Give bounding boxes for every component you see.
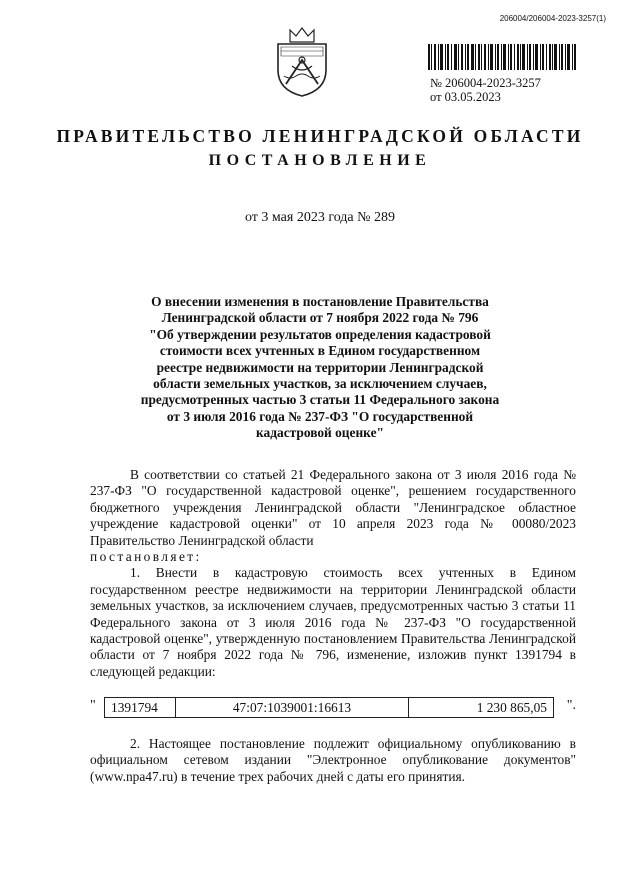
preamble-paragraph: В соответствии со статьей 21 Федерального закона от 3 июля 2016 года № 237-ФЗ "О государственной кадастровой оценке", решением государственного бюджетного учреждения Ленинградской области "Ленинградское областное учреждение кадастровой оценки" от 10 апреля 2023 года № 00080/2023 Правительство Ленинградской области: [90, 467, 576, 548]
coat-of-arms-icon: [272, 26, 332, 98]
item-2-paragraph: 2. Настоящее постановление подлежит официальному опубликованию в официальном сетевом издании "Электронное опубликование документов" (www.npa47.ru) в течение трех рабочих дней с даты его принятия.: [90, 736, 576, 784]
cadastral-number-cell: 47:07:1039001:16613: [176, 698, 409, 718]
title-line: "Об утверждении результатов определения кадастровой: [149, 326, 491, 342]
registration-block: [430, 76, 541, 104]
item-1-paragraph: 1. Внести в кадастровую стоимость всех учтенных в Едином государственном реестре недвижимости на территории Ленинградской области земельных участков, за исключением случаев, предусмотренных частью 3 статьи 11 Федерального закона от 3 июля 2016 года № 237-ФЗ "О государственной кадастровой оценке", утвержденную постановлением Правительства Ленинградской области от 7 ноября 2022 года № 796, изменение, изложив пункт 1391794 в следующей редакции:: [90, 565, 576, 679]
title-line: предусмотренных частью 3 статьи 11 Федерального закона: [140, 392, 500, 408]
title-line: О внесении изменения в постановление Правительства: [151, 294, 489, 309]
document-id: 206004/206004-2023-3257(1): [499, 14, 606, 23]
open-quote: ": [90, 698, 96, 713]
title-line: области земельных участков, за исключением случаев,: [153, 376, 487, 392]
amendment-table: [104, 697, 554, 718]
decree-body: [90, 467, 576, 680]
registration-number: № 206004-2023-3257: [430, 76, 541, 90]
registration-date: от 03.05.2023: [430, 90, 501, 104]
item-number-cell: 1391794: [105, 698, 176, 718]
publication-clause: [90, 736, 576, 785]
amendment-row: [90, 697, 576, 718]
title-line: реестре недвижимости на территории Ленинградской: [156, 359, 484, 375]
government-heading: ПРАВИТЕЛЬСТВО ЛЕНИНГРАДСКОЙ ОБЛАСТИ: [56, 126, 584, 146]
title-line: стоимости всех учтенных в Едином государственном: [159, 343, 481, 359]
document-type: ПОСТАНОВЛЕНИЕ: [208, 152, 432, 169]
table-row: [105, 698, 554, 718]
cadastral-value-cell: 1 230 865,05: [409, 698, 554, 718]
title-line: кадастровой оценке": [256, 425, 384, 441]
resolves-word: постановляет:: [90, 549, 202, 565]
barcode-icon: [428, 44, 576, 70]
close-quote: ".: [566, 698, 576, 713]
title-line: Ленинградской области от 7 ноября 2022 года № 796: [161, 310, 479, 326]
title-line: от 3 июля 2016 года № 237-ФЗ "О государственной: [166, 408, 474, 424]
decree-date-number: от 3 мая 2023 года № 289: [244, 210, 396, 225]
decree-title: [120, 294, 520, 442]
